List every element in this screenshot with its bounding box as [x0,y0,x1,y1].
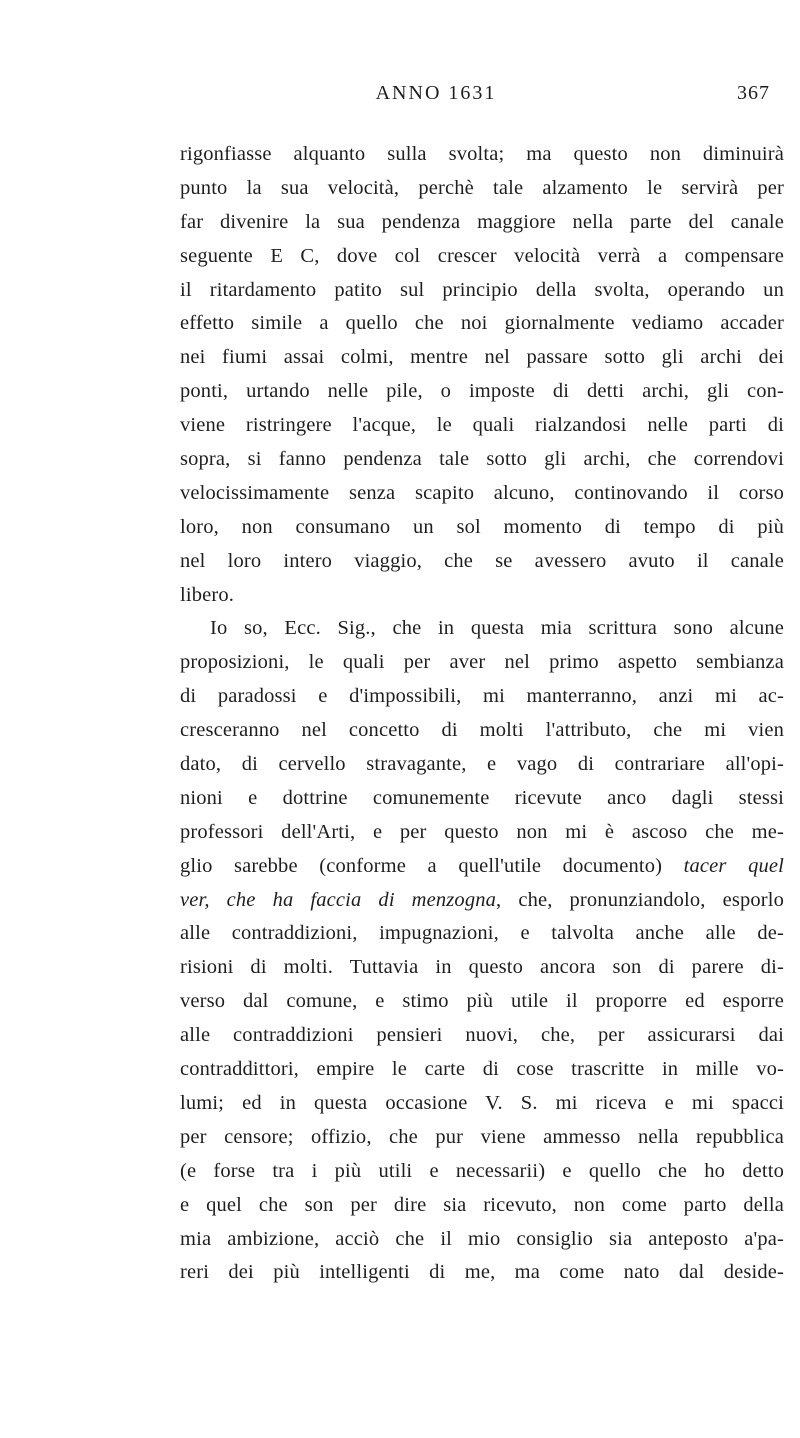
text-line: sopra, si fanno pendenza tale sotto gli archi, che correndovi [180,448,784,471]
text-line: contraddittori, empire le carte di cose trascritte in mille vo- [180,1058,784,1081]
text-line: (e forse tra i più utili e necessarii) e quello che ho detto [180,1159,784,1182]
text-line: risioni di molti. Tuttavia in questo ancora son di parere di- [180,956,784,979]
text-line: nioni e dottrine comunemente ricevute anco dagli stessi [180,786,784,809]
text-line: effetto simile a quello che noi giornalmente vediamo accader [180,312,784,335]
text-line: lumi; ed in questa occasione V. S. mi riceva e mi spacci [180,1091,784,1114]
running-head [226,82,786,116]
text-line: loro, non consumano un sol momento di tempo di più [180,515,784,538]
paragraph-start-line: Io so, Ecc. Sig., che in questa mia scrittura sono alcune [210,617,784,640]
running-title: ANNO 1631 [375,82,497,104]
text-line: far divenire la sua pendenza maggiore nella parte del canale [180,210,784,233]
italic-quote: ver, che ha faccia di menzogna [180,888,497,911]
italic-quote: tacer quel [683,854,784,877]
text-line: viene ristringere l'acque, le quali rialzandosi nelle parti di [180,414,784,437]
body-text [180,138,784,1290]
text-line: il ritardamento patito sul principio della svolta, operando un [180,278,784,301]
text-line-with-italic [180,884,784,918]
text-line: e quel che son per dire sia ricevuto, non come parto della [180,1193,784,1216]
text-segment: , che, pronunziandolo, esporlo [496,888,784,911]
text-line-with-italic [180,850,784,884]
text-line: nel loro intero viaggio, che se avessero avuto il canale [180,549,784,572]
text-line: alle contraddizioni pensieri nuovi, che, per assicurarsi dai [180,1024,784,1047]
text-line: cresceranno nel concetto di molti l'attributo, che mi vien [180,719,784,742]
text-line: velocissimamente senza scapito alcuno, continovando il corso [180,481,784,504]
text-line: rigonfiasse alquanto sulla svolta; ma questo non diminuirà [180,143,784,165]
text-line: dato, di cervello stravagante, e vago di contrariare all'opi- [180,753,784,776]
text-line: nei fiumi assai colmi, mentre nel passare sotto gli archi dei [180,346,784,369]
text-line: di paradossi e d'impossibili, mi manterranno, anzi mi ac- [180,685,784,708]
text-line: ponti, urtando nelle pile, o imposte di detti archi, gli con- [180,380,784,403]
text-line: seguente E C, dove col crescer velocità verrà a compensare [180,244,784,267]
text-segment: glio sarebbe (conforme a quell'utile documento) [180,854,684,877]
text-line: punto la sua velocità, perchè tale alzamento le servirà per [180,176,784,199]
text-line: libero. [180,583,234,606]
text-line: proposizioni, le quali per aver nel primo aspetto sembianza [180,651,784,674]
page-number: 367 [737,82,770,104]
text-line: verso dal comune, e stimo più utile il proporre ed esporre [180,990,784,1013]
text-line: professori dell'Arti, e per questo non mi è ascoso che me- [180,820,784,843]
text-line: mia ambizione, acciò che il mio consiglio sia anteposto a'pa- [180,1227,784,1250]
text-line: per censore; offizio, che pur viene ammesso nella repubblica [180,1125,784,1148]
text-line: alle contraddizioni, impugnazioni, e talvolta anche alle de- [180,922,784,945]
text-line: reri dei più intelligenti di me, ma come nato dal deside- [180,1261,784,1284]
